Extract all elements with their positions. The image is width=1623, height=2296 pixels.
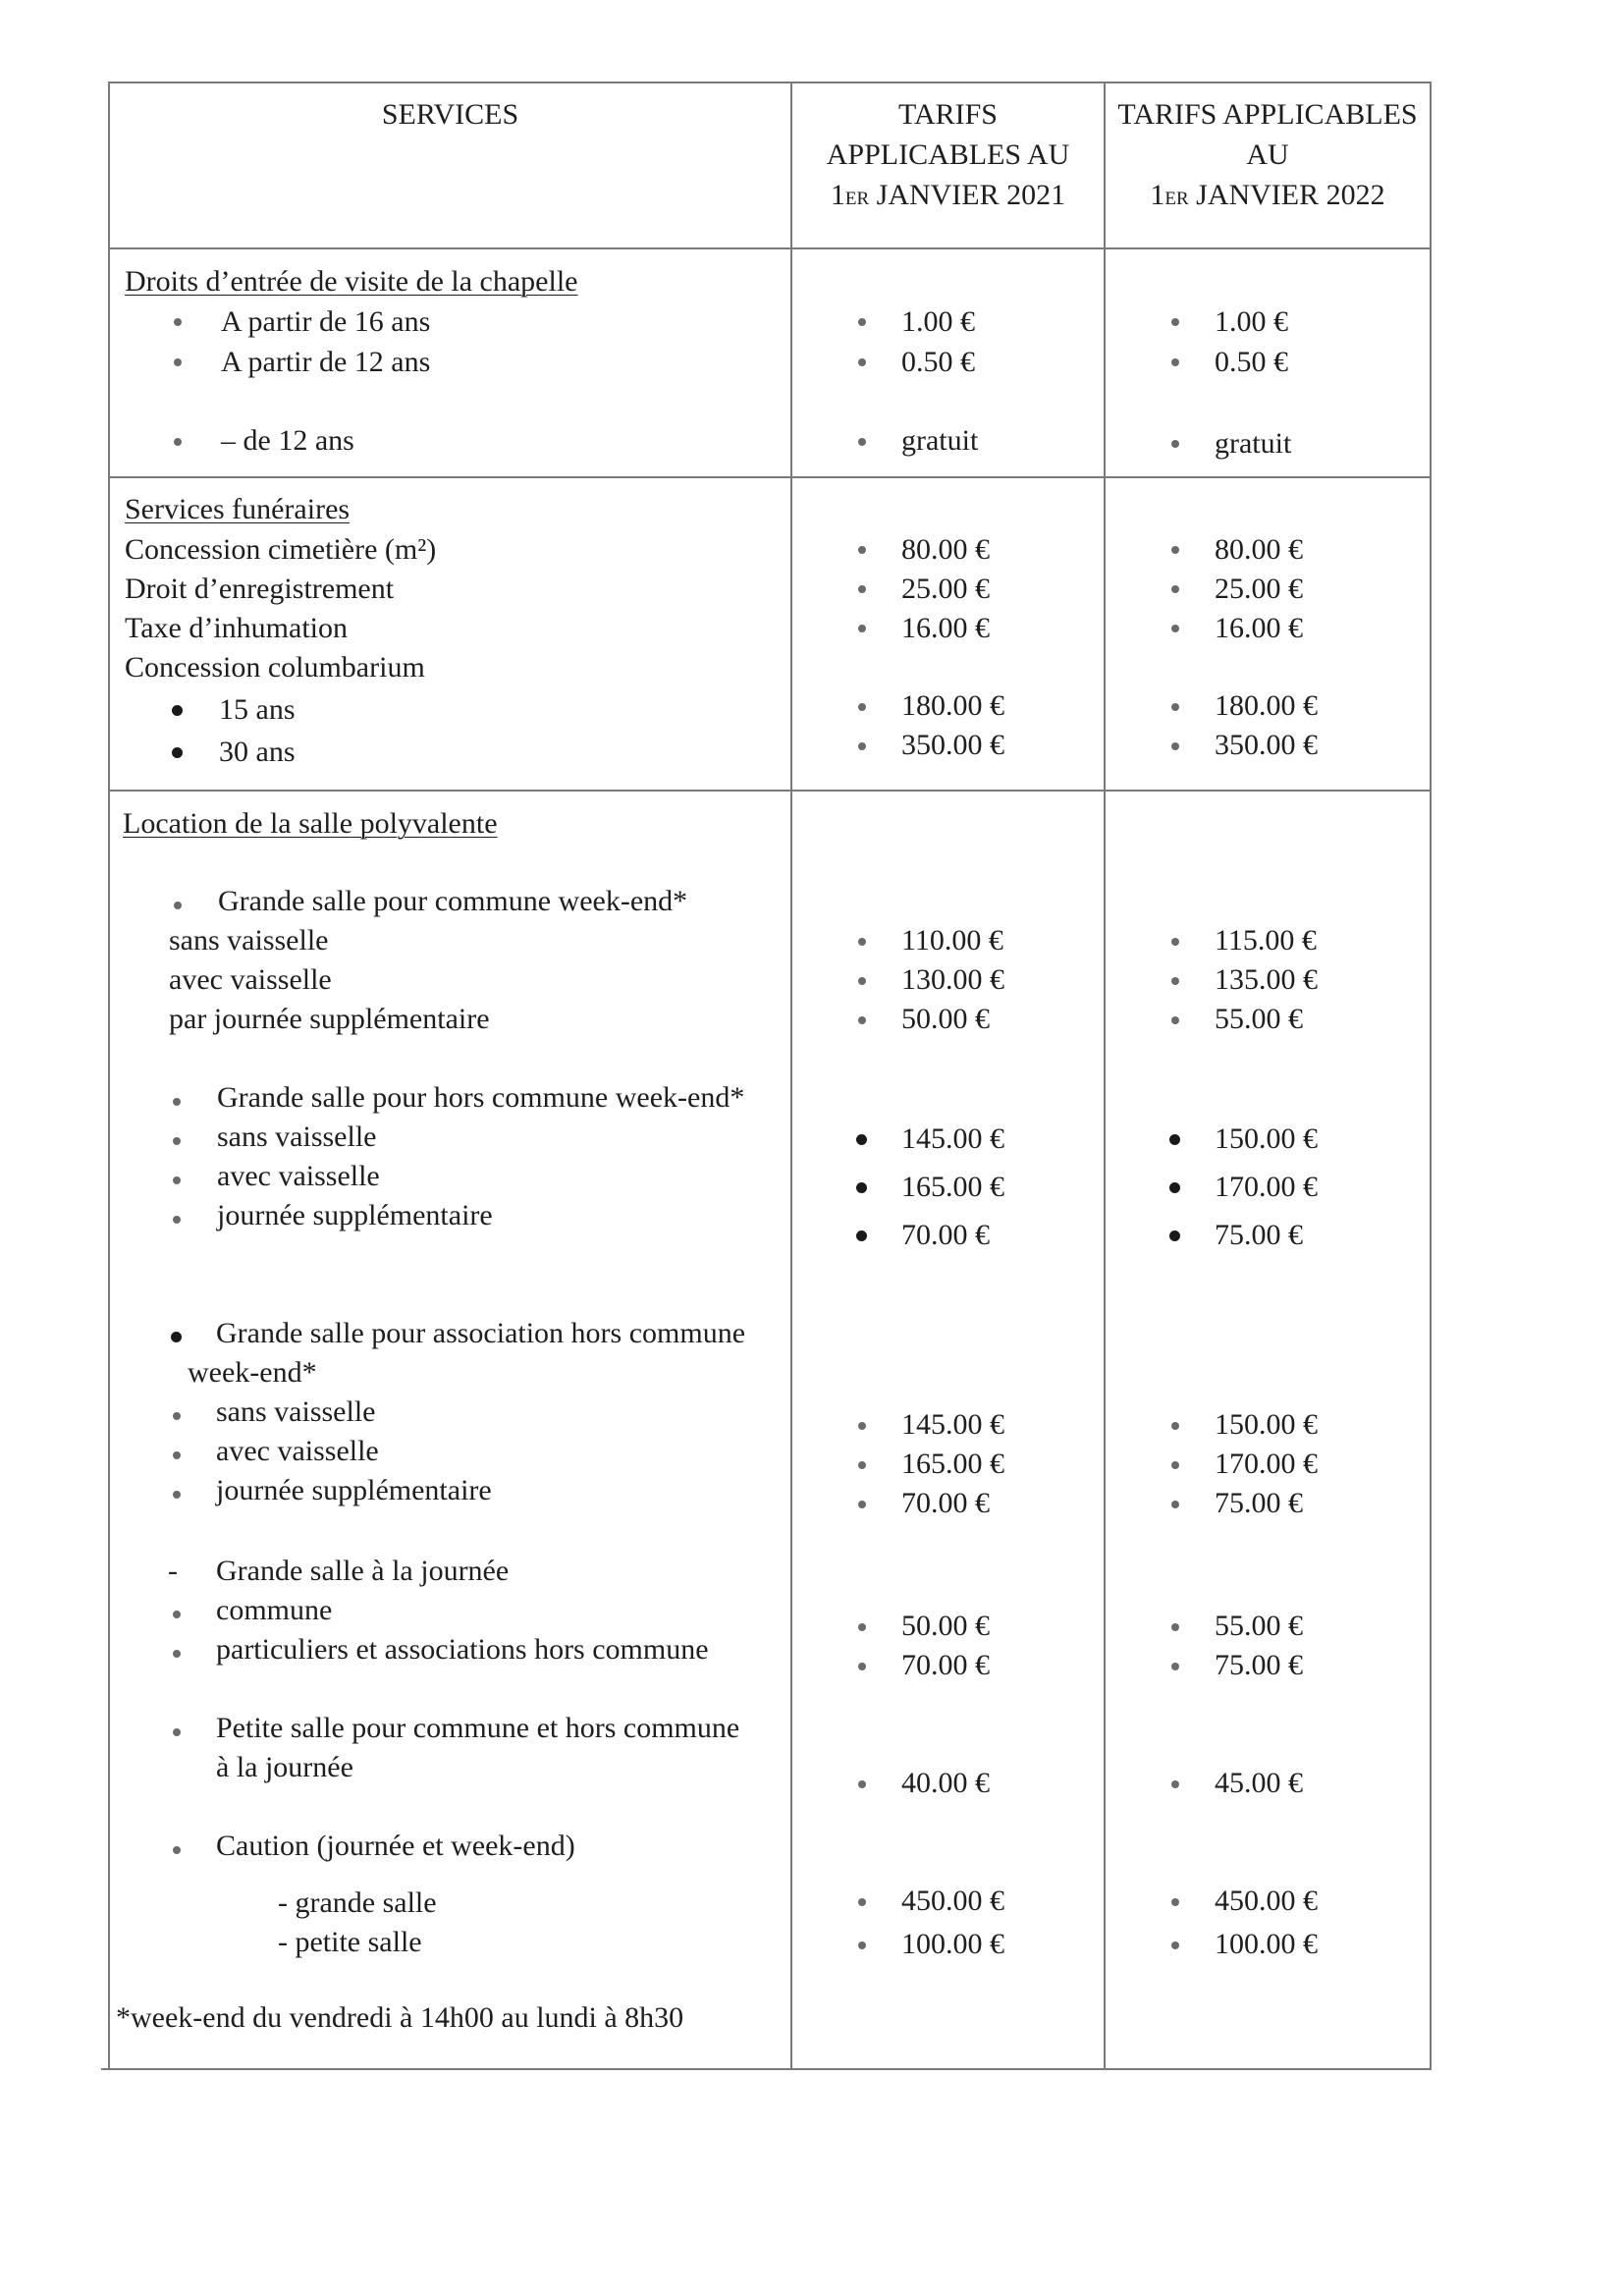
header-2021-sup: ER [844,189,870,209]
bullet [1171,1501,1179,1508]
commune-label-sans: sans vaisselle [169,924,329,957]
bullet [1171,546,1179,554]
bullet [173,1216,181,1224]
header-2022-day: 1 [1150,179,1165,211]
hors-price-2021-avec: 165.00 € [901,1171,1004,1203]
commune-price-2021-sans: 110.00 € [901,924,1003,957]
commune-label-avec: avec vaisselle [169,963,332,996]
petite-price-2021: 40.00 € [901,1767,990,1799]
bullet [1169,1230,1180,1241]
bullet [173,1846,181,1854]
caution-price-2021-grande: 450.00 € [901,1885,1004,1917]
asso-price-2022-supp: 75.00 € [1215,1487,1303,1519]
bullet [1171,358,1179,366]
hors-price-2021-supp: 70.00 € [901,1219,990,1251]
columbarium-price-2021-15: 180.00 € [901,689,1004,722]
bullet [173,1728,181,1736]
table-bottom-border [101,2068,1432,2070]
asso-price-2021-avec: 165.00 € [901,1448,1004,1480]
asso-label-supp: journée supplémentaire [216,1474,492,1506]
table-top-border [108,82,1432,83]
bullet [858,742,866,750]
chapelle-price-2022-under12: gratuit [1215,427,1292,460]
asso-price-2022-sans: 150.00 € [1215,1408,1318,1441]
salle-association-heading-1: Grande salle pour association hors commune [216,1317,746,1349]
col-divider-2022 [1104,82,1106,2069]
funeraires-bottom-border [108,790,1432,792]
bullet [1171,1663,1179,1670]
commune-price-2022-avec: 135.00 € [1215,963,1318,996]
chapelle-price-2021-12: 0.50 € [901,346,975,378]
commune-price-2021-avec: 130.00 € [901,963,1004,996]
bullet [173,1137,181,1145]
funeraires-label-inhumation: Taxe d’inhumation [125,612,349,644]
columbarium-price-2022-30: 350.00 € [1215,729,1318,761]
salle-caution-heading: Caution (journée et week-end) [216,1830,575,1862]
columbarium-price-2022-15: 180.00 € [1215,689,1318,722]
hors-label-supp: journée supplémentaire [217,1199,493,1231]
asso-label-sans: sans vaisselle [216,1395,376,1428]
journee-label-commune: commune [216,1594,333,1626]
caution-price-2022-petite: 100.00 € [1215,1928,1318,1960]
table-left-border [108,82,110,2069]
hors-price-2022-avec: 170.00 € [1215,1171,1318,1203]
bullet [1171,625,1179,632]
caution-label-petite: - petite salle [278,1926,422,1958]
col-divider-2021 [790,82,792,2069]
bullet [172,747,183,758]
bullet [173,1611,181,1618]
bullet [172,705,183,716]
bullet [174,438,182,446]
bullet [1171,703,1179,711]
bullet [1171,1941,1179,1949]
bullet [858,438,866,446]
caution-price-2021-petite: 100.00 € [901,1928,1004,1960]
dash-marker: - [168,1555,178,1587]
bullet [1171,742,1179,750]
bullet [1171,585,1179,593]
salle-commune-heading: Grande salle pour commune week-end* [218,885,688,917]
chapelle-label-under12: – de 12 ans [221,424,354,457]
bullet [173,1650,181,1658]
bullet [858,585,866,593]
funeraires-price-2021-inhumation: 16.00 € [901,612,990,644]
funeraires-label-enregistrement: Droit d’enregistrement [125,573,395,605]
bullet [858,703,866,711]
hors-price-2022-sans: 150.00 € [1215,1122,1318,1155]
hors-label-sans: sans vaisselle [217,1121,377,1153]
bullet [1171,1461,1179,1469]
salle-petite-heading-1: Petite salle pour commune et hors commune [216,1712,740,1744]
bullet [858,1501,866,1508]
bullet [173,1491,181,1499]
bullet [1169,1182,1180,1193]
commune-price-2021-supp: 50.00 € [901,1003,990,1035]
bullet [173,1176,181,1184]
columbarium-label-30: 30 ans [219,736,296,768]
bullet [858,1663,866,1670]
header-2021-day: 1 [830,179,845,211]
bullet [858,1780,866,1788]
weekend-footnote: *week-end du vendredi à 14h00 au lundi à 8h30 [116,2001,684,2034]
bullet [173,1098,181,1106]
bullet [174,358,182,366]
chapelle-price-2021-under12: gratuit [901,424,979,457]
chapelle-label-16: A partir de 16 ans [221,305,431,338]
chapelle-title: Droits d’entrée de visite de la chapelle [125,265,578,298]
bullet [858,1016,866,1024]
journee-price-2021-particuliers: 70.00 € [901,1649,990,1681]
bullet [1171,1623,1179,1631]
bullet [1171,1898,1179,1906]
funeraires-price-2022-inhumation: 16.00 € [1215,612,1303,644]
header-2022-line3 [1106,179,1430,216]
bullet [858,1898,866,1906]
journee-price-2022-particuliers: 75.00 € [1215,1649,1303,1681]
bullet [858,977,866,985]
chapelle-bottom-border [108,476,1432,478]
funeraires-label-cimetiere: Concession cimetière (m²) [125,533,437,566]
bullet [858,546,866,554]
petite-price-2022: 45.00 € [1215,1767,1303,1799]
header-2022-month-year: JANVIER 2022 [1188,179,1385,211]
salle-association-heading-2: week-end* [188,1356,317,1389]
funeraires-columbarium: Concession columbarium [125,651,425,683]
caution-label-grande: - grande salle [278,1886,437,1919]
caution-price-2022-grande: 450.00 € [1215,1885,1318,1917]
bullet [858,1941,866,1949]
bullet [858,625,866,632]
bullet [1169,1134,1180,1145]
bullet [173,1451,181,1459]
asso-price-2022-avec: 170.00 € [1215,1448,1318,1480]
bullet [856,1230,867,1241]
commune-price-2022-sans: 115.00 € [1215,924,1317,957]
bullet [858,938,866,946]
bullet [1171,938,1179,946]
salle-journee-heading: Grande salle à la journée [216,1555,510,1587]
funeraires-price-2021-enregistrement: 25.00 € [901,573,990,605]
salle-petite-heading-2: à la journée [216,1751,353,1783]
hors-price-2021-sans: 145.00 € [901,1122,1004,1155]
bullet [1171,1780,1179,1788]
chapelle-label-12: A partir de 12 ans [221,346,431,378]
table-right-border [1430,82,1432,2069]
chapelle-price-2022-16: 1.00 € [1215,305,1288,338]
chapelle-price-2021-16: 1.00 € [901,305,975,338]
funeraires-price-2021-cimetiere: 80.00 € [901,533,990,566]
chapelle-price-2022-12: 0.50 € [1215,346,1288,378]
journee-price-2021-commune: 50.00 € [901,1610,990,1642]
journee-price-2022-commune: 55.00 € [1215,1610,1303,1642]
header-2022-line2: AU [1246,138,1289,171]
bullet [174,902,182,909]
bullet [1171,1422,1179,1430]
bullet [173,1412,181,1420]
funeraires-price-2022-enregistrement: 25.00 € [1215,573,1303,605]
bullet [856,1182,867,1193]
columbarium-label-15: 15 ans [219,693,296,726]
bullet [1171,977,1179,985]
bullet [856,1134,867,1145]
header-2022-line1: TARIFS APPLICABLES [1117,98,1418,131]
bullet [858,1461,866,1469]
bullet [858,358,866,366]
funeraires-title: Services funéraires [125,493,351,525]
bullet [858,318,866,326]
hors-price-2022-supp: 75.00 € [1215,1219,1303,1251]
bullet [174,318,182,326]
header-2021-line3 [792,179,1104,216]
asso-label-avec: avec vaisselle [216,1435,379,1467]
bullet [1171,1016,1179,1024]
funeraires-price-2022-cimetiere: 80.00 € [1215,533,1303,566]
header-2021-month-year: JANVIER 2021 [869,179,1066,211]
asso-price-2021-sans: 145.00 € [901,1408,1004,1441]
columbarium-price-2021-30: 350.00 € [901,729,1004,761]
header-2022-sup: ER [1164,189,1189,209]
header-bottom-border [108,247,1432,249]
commune-label-supp: par journée supplémentaire [169,1003,490,1035]
header-2021-line1: TARIFS [898,98,998,131]
asso-price-2021-supp: 70.00 € [901,1487,990,1519]
bullet [171,1332,182,1342]
bullet [858,1623,866,1631]
salle-hors-commune-heading: Grande salle pour hors commune week-end* [217,1081,745,1114]
bullet [1171,440,1179,448]
bullet [858,1422,866,1430]
hors-label-avec: avec vaisselle [217,1160,380,1192]
salle-title: Location de la salle polyvalente [123,807,498,840]
header-2021-line2: APPLICABLES AU [826,138,1070,171]
commune-price-2022-supp: 55.00 € [1215,1003,1303,1035]
bullet [1171,318,1179,326]
header-services: SERVICES [381,98,519,131]
journee-label-particuliers: particuliers et associations hors commune [216,1633,709,1666]
